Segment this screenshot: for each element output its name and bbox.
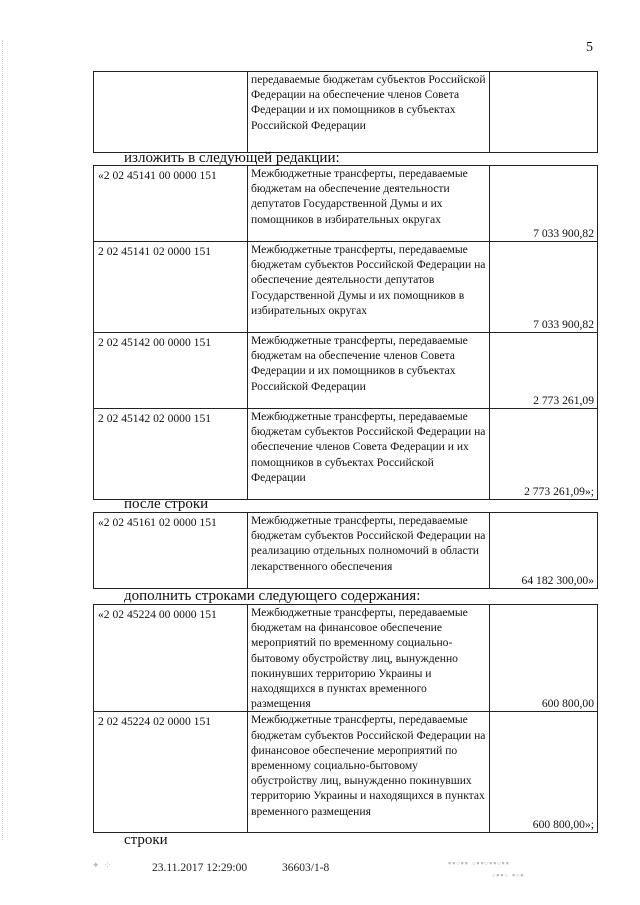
table-row <box>94 409 598 500</box>
code-cell: 2 02 45224 02 0000 151 <box>94 712 248 833</box>
description-cell: Межбюджетные трансферты, передаваемые бюджетам субъектов Российской Федерации на обеспечение деятельности депутатов Государственной Думы и их помощников в избирательных округах <box>248 242 490 333</box>
description-cell: Межбюджетные трансферты, передаваемые бюджетам субъектов Российской Федерации на финансовое обеспечение мероприятий по временному социально-бытовому обустройству лиц, вынужденно покинувших территорию Украины и находящихся в пунктах временного размещения <box>248 712 490 833</box>
continuation-table <box>93 71 598 153</box>
reference-table <box>93 512 598 589</box>
description-cell: передаваемые бюджетам субъектов Российской Федерации на обеспечение членов Совета Федерации и их помощников в субъектах Российской Федерации <box>248 72 490 153</box>
instruction-line: после строки <box>124 496 209 512</box>
amount-cell: 7 033 900,82 <box>490 242 598 333</box>
description-cell: Межбюджетные трансферты, передаваемые бюджетам субъектов Российской Федерации на обеспечение членов Совета Федерации и их помощников в субъектах Российской Федерации <box>248 409 490 500</box>
scan-margin-marks <box>2 40 7 840</box>
description-cell: Межбюджетные трансферты, передаваемые бюджетам на обеспечение членов Совета Федерации и их помощников в субъектах Российской Федерации <box>248 333 490 409</box>
instruction-line: изложить в следующей редакции: <box>124 150 340 166</box>
instruction-line: дополнить строками следующего содержания: <box>124 588 421 604</box>
code-cell: «2 02 45161 02 0000 151 <box>94 513 248 589</box>
amount-cell: 600 800,00 <box>490 605 598 712</box>
replacement-table <box>93 165 598 500</box>
description-cell: Межбюджетные трансферты, передаваемые бюджетам субъектов Российской Федерации на реализацию отдельных полномочий в области лекарственного обеспечения <box>248 513 490 589</box>
code-cell: 2 02 45141 02 0000 151 <box>94 242 248 333</box>
table-row <box>94 242 598 333</box>
faint-seal-mark: ✦ ⁘ <box>92 860 113 870</box>
table-row <box>94 72 598 153</box>
code-cell <box>94 72 248 153</box>
code-cell: «2 02 45141 00 0000 151 <box>94 166 248 242</box>
table-row <box>94 712 598 833</box>
table-row <box>94 333 598 409</box>
table-row <box>94 166 598 242</box>
amount-cell: 600 800,00»; <box>490 712 598 833</box>
footer-doc-number: 36603/1-8 <box>282 862 330 874</box>
code-cell: «2 02 45224 00 0000 151 <box>94 605 248 712</box>
faint-stamp-mark: ▫▪▪▫ ▪▫▪ <box>492 870 525 880</box>
table-row <box>94 513 598 589</box>
amount-cell: 2 773 261,09 <box>490 333 598 409</box>
page-number: 5 <box>586 40 593 55</box>
footer-timestamp: 23.11.2017 12:29:00 <box>152 862 248 874</box>
description-cell: Межбюджетные трансферты, передаваемые бюджетам на финансовое обеспечение мероприятий по временному социально-бытовому обустройству лиц, вынужденно покинувших территорию Украины и находящихся в пунктах временного размещения <box>248 605 490 712</box>
instruction-line: строки <box>124 832 168 848</box>
code-cell: 2 02 45142 00 0000 151 <box>94 333 248 409</box>
table-row <box>94 605 598 712</box>
description-cell: Межбюджетные трансферты, передаваемые бюджетам на обеспечение деятельности депутатов Государственной Думы и их помощников в избирательных округах <box>248 166 490 242</box>
addition-table <box>93 604 598 833</box>
faint-stamp-mark: ▪▪▫▪▪ ▫▪▪▫▪▪▫▪▪ <box>448 858 510 868</box>
amount-cell <box>490 72 598 153</box>
code-cell: 2 02 45142 02 0000 151 <box>94 409 248 500</box>
amount-cell: 2 773 261,09»; <box>490 409 598 500</box>
amount-cell: 64 182 300,00» <box>490 513 598 589</box>
amount-cell: 7 033 900,82 <box>490 166 598 242</box>
